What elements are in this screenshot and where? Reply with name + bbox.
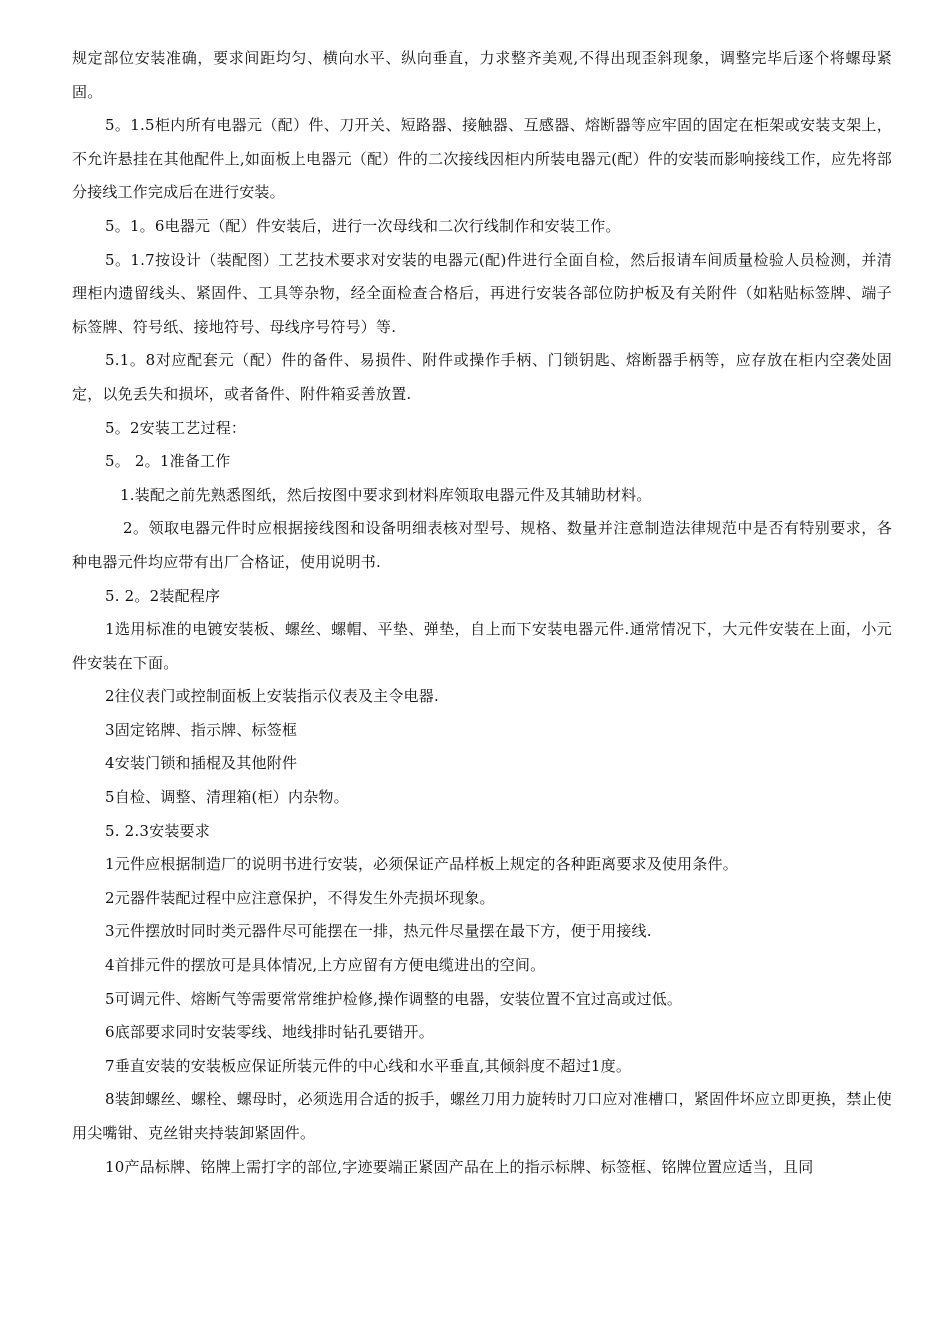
list-item-assembly-3: 3固定铭牌、指示牌、标签框 bbox=[105, 720, 298, 739]
paragraph-5-1-6: 5。1。6电器元（配）件安装后，进行一次母线和二次行线制作和安装工作。 bbox=[105, 216, 621, 235]
list-item-requirement-5: 5可调元件、熔断气等需要常常维护检修,操作调整的电器，安装位置不宜过高或过低。 bbox=[105, 989, 683, 1008]
heading-5-2-1: 5。 2。1准备工作 bbox=[105, 452, 231, 471]
list-item-requirement-8: 8装卸螺丝、螺栓、螺母时，必须选用合适的扳手，螺丝刀用力旋转时刀口应对准槽口，紧固件坏应立即更换，禁止使用尖嘴钳、克丝钳夹持装卸紧固件。 bbox=[72, 1090, 892, 1142]
paragraph-continuation: 规定部位安装准确，要求间距均匀、横向水平、纵向垂直，力求整齐美观,不得出现歪斜现象，调整完毕后逐个将螺母紧固。 bbox=[72, 49, 892, 101]
paragraph-5-1-5: 5。1.5柜内所有电器元（配）件、刀开关、短路器、接触器、互感器、熔断器等应牢固的固定在柜架或安装支架上，不允许悬挂在其他配件上,如面板上电器元（配）件的二次接线因柜内所装电器元(配）件的安装而影响接线工作，应先将部分接线工作完成后在进行安装。 bbox=[72, 116, 892, 202]
list-item-assembly-5: 5自检、调整、清理箱(柜）内杂物。 bbox=[105, 788, 349, 807]
list-item-requirement-3: 3元件摆放时同时类元器件尽可能摆在一排，热元件尽量摆在最下方，便于用接线. bbox=[105, 922, 652, 941]
paragraph-5-1-8: 5.1。8对应配套元（配）件的备件、易损件、附件或操作手柄、门锁钥匙、熔断器手柄等，应存放在柜内空袭处固定，以免丢失和损坏，或者备件、附件箱妥善放置. bbox=[72, 351, 892, 403]
list-item-requirement-1: 1元件应根据制造厂的说明书进行安装，必须保证产品样板上规定的各种距离要求及使用条件。 bbox=[105, 855, 738, 874]
list-item-requirement-10: 10产品标牌、铭牌上需打字的部位,字迹要端正紧固产品在上的指示标牌、标签框、铭牌位置应适当，且同 bbox=[105, 1157, 814, 1176]
list-item-requirement-6: 6底部要求同时安装零线、地线排时钻孔要错开。 bbox=[105, 1023, 434, 1042]
document-body bbox=[72, 42, 892, 1184]
heading-5-2-3: 5. 2.3安装要求 bbox=[105, 821, 210, 840]
list-item-requirement-4: 4首排元件的摆放可是具体情况,上方应留有方便电缆进出的空间。 bbox=[105, 956, 546, 975]
paragraph-5-1-7: 5。1.7按设计（装配图）工艺技术要求对安装的电器元(配)件进行全面自检，然后报请车间质量检验人员检测，并清理柜内遗留线头、紧固件、工具等杂物，经全面检查合格后，再进行安装各部位防护板及有关附件（如粘贴标签牌、端子标签牌、符号纸、接地符号、母线序号符号）等. bbox=[72, 250, 892, 336]
heading-5-2: 5。2安装工艺过程： bbox=[105, 418, 247, 437]
list-item-prep-1: 1.装配之前先熟悉图纸，然后按图中要求到材料库领取电器元件及其辅助材料。 bbox=[120, 485, 652, 504]
list-item-requirement-7: 7垂直安装的安装板应保证所装元件的中心线和水平垂直,其倾斜度不超过1度。 bbox=[105, 1056, 632, 1075]
list-item-assembly-1: 1选用标准的电镀安装板、螺丝、螺帽、平垫、弹垫，自上而下安装电器元件.通常情况下，大元件安装在上面，小元件安装在下面。 bbox=[72, 620, 892, 672]
heading-5-2-2: 5. 2。2装配程序 bbox=[105, 586, 221, 605]
list-item-assembly-4: 4安装门锁和插棍及其他附件 bbox=[105, 754, 298, 773]
list-item-requirement-2: 2元器件装配过程中应注意保护，不得发生外壳损坏现象。 bbox=[105, 888, 495, 907]
list-item-assembly-2: 2往仪表门或控制面板上安装指示仪表及主令电器. bbox=[105, 687, 439, 706]
list-item-prep-2: 2。领取电器元件时应根据接线图和设备明细表核对型号、规格、数量并注意制造法律规范中是否有特别要求，各种电器元件均应带有出厂合格证，使用说明书. bbox=[72, 519, 892, 571]
